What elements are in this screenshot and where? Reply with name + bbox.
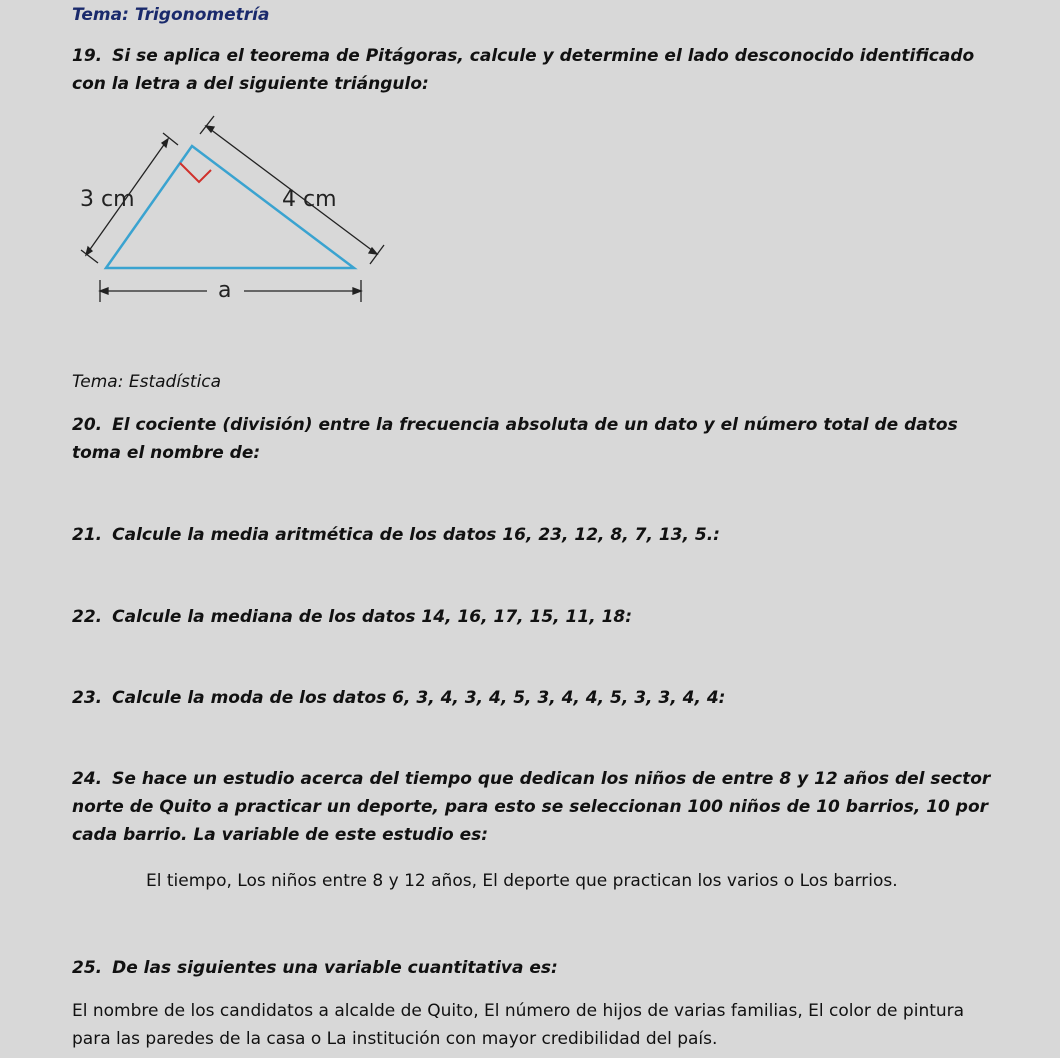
question-text: Calcule la media aritmética de los datos 16, 23, 12, 8, 7, 13, 5.: bbox=[112, 525, 720, 545]
question-number: 19. bbox=[72, 46, 103, 66]
question-number: 22. bbox=[72, 607, 103, 627]
side-label-left: 3 cm bbox=[80, 187, 135, 212]
question-25-options: El nombre de los candidatos a alcalde de Quito, El número de hijos de varias familias, El color de pintura para las paredes de la casa o La institución con mayor credibilidad del país. bbox=[72, 1001, 965, 1049]
question-20 bbox=[72, 411, 1002, 467]
topic-trigonometry: Tema: Trigonometría bbox=[72, 5, 270, 25]
side-label-bottom: a bbox=[218, 278, 232, 303]
question-21 bbox=[72, 521, 1002, 549]
question-23 bbox=[72, 684, 1002, 712]
question-24-options: El tiempo, Los niños entre 8 y 12 años, El deporte que practican los varios o Los barrios. bbox=[146, 871, 898, 891]
question-text: De las siguientes una variable cuantitativa es: bbox=[112, 958, 558, 978]
question-24 bbox=[72, 765, 1002, 849]
right-angle-mark bbox=[180, 163, 211, 182]
question-text: Si se aplica el teorema de Pitágoras, calcule y determine el lado desconocido identificado con la letra a del siguiente triángulo: bbox=[72, 46, 975, 94]
question-text: Calcule la moda de los datos 6, 3, 4, 3, 4, 5, 3, 4, 4, 5, 3, 3, 4, 4: bbox=[112, 688, 726, 708]
question-22 bbox=[72, 603, 1002, 631]
topic-statistics: Tema: Estadística bbox=[72, 372, 222, 392]
question-text: Calcule la mediana de los datos 14, 16, 17, 15, 11, 18: bbox=[112, 607, 633, 627]
question-number: 21. bbox=[72, 525, 103, 545]
question-number: 23. bbox=[72, 688, 103, 708]
question-text: Se hace un estudio acerca del tiempo que dedican los niños de entre 8 y 12 años del sector norte de Quito a practicar un deporte, para esto se seleccionan 100 niños de 10 barrios, 10 por cada barrio. La variable de este estudio es: bbox=[72, 769, 991, 845]
question-19 bbox=[72, 42, 1002, 98]
question-text: El cociente (división) entre la frecuencia absoluta de un dato y el número total de datos toma el nombre de: bbox=[72, 415, 958, 463]
side-label-right: 4 cm bbox=[282, 187, 337, 212]
question-number: 24. bbox=[72, 769, 103, 789]
right-triangle-figure bbox=[72, 114, 392, 314]
question-25 bbox=[72, 954, 1002, 982]
question-number: 25. bbox=[72, 958, 103, 978]
question-number: 20. bbox=[72, 415, 103, 435]
